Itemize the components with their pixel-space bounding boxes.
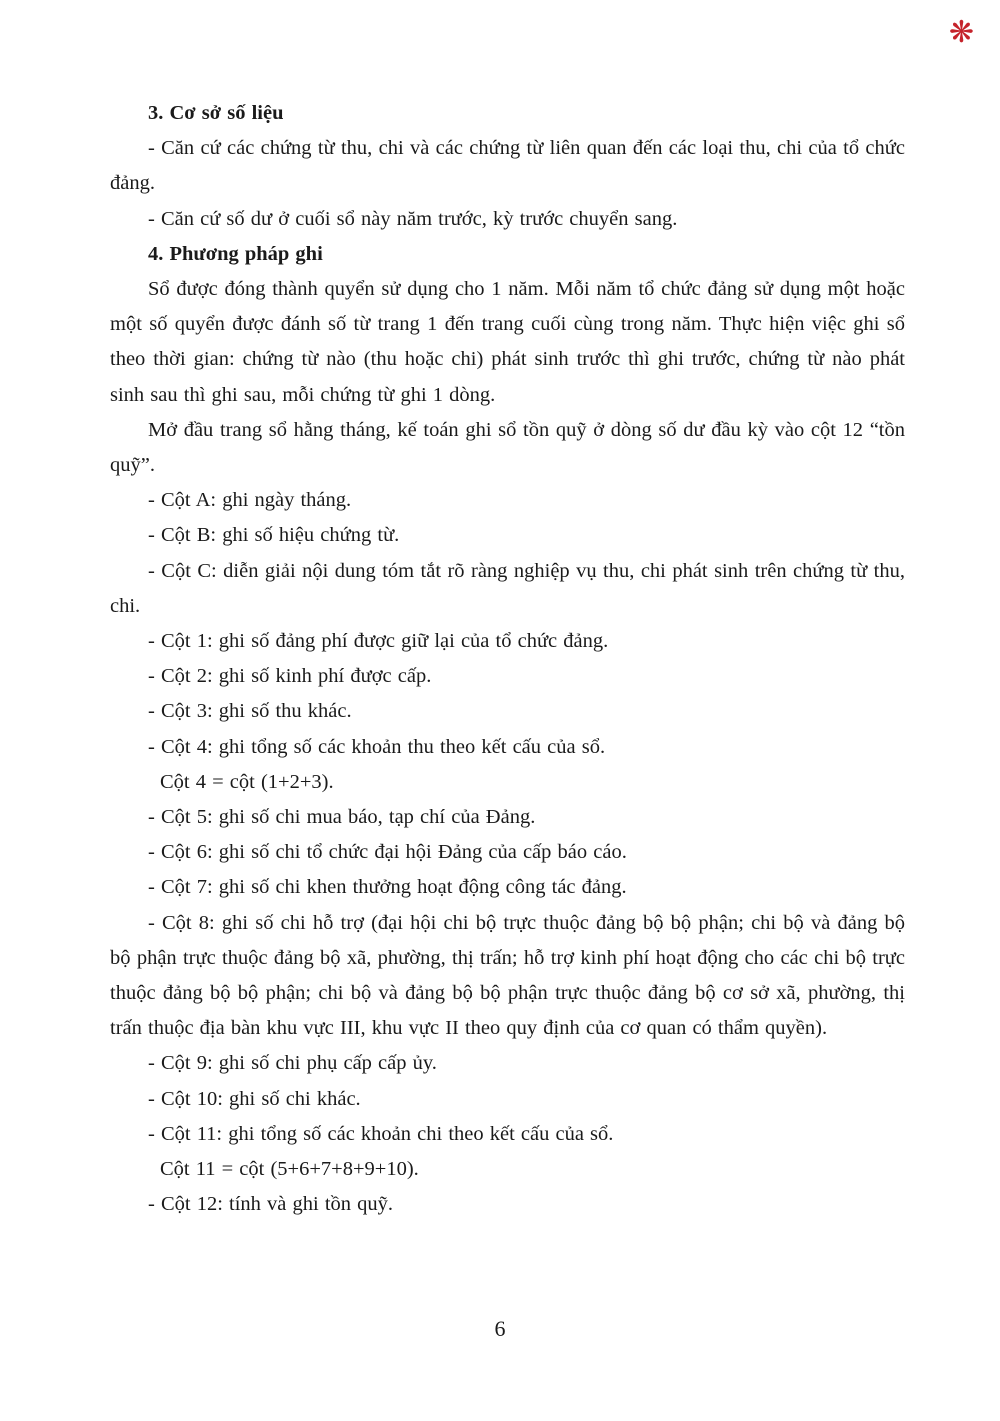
paragraph: - Cột A: ghi ngày tháng. [148, 489, 352, 512]
paragraph: - Cột 12: tính và ghi tồn quỹ. [148, 1193, 394, 1216]
paragraph: - Căn cứ các chứng từ thu, chi và các chứng từ liên quan đến các loại thu, chi của tổ chức đảng. [110, 137, 905, 195]
paragraph: - Cột 8: ghi số chi hỗ trợ (đại hội chi bộ trực thuộc đảng bộ bộ phận; chi bộ và đảng bộ bộ phận trực thuộc đảng bộ xã, phường, thị trấn; hỗ trợ kinh phí hoạt động cho các chi bộ trực thuộc đảng bộ bộ phận; chi bộ và đảng bộ bộ phận trực thuộc đảng bộ cơ sở xã, phường, thị trấn thuộc địa bàn khu vực III, khu vực II theo quy định của cơ quan có thẩm quyền). [110, 911, 905, 1040]
paragraph: - Cột 2: ghi số kinh phí được cấp. [148, 665, 432, 688]
page-number: 6 [494, 1316, 506, 1341]
paragraph: Sổ được đóng thành quyển sử dụng cho 1 năm. Mỗi năm tổ chức đảng sử dụng một hoặc một số quyển được đánh số từ trang 1 đến trang cuối cùng trong năm. Thực hiện việc ghi sổ theo thời gian: chứng từ nào (thu hoặc chi) phát sinh trước thì ghi trước, chứng từ nào phát sinh sau thì ghi sau, mỗi chứng từ ghi 1 dòng. [110, 278, 905, 406]
flower-ornament-icon: ❋ [948, 16, 974, 49]
paragraph: - Cột 3: ghi số thu khác. [148, 700, 352, 723]
paragraph: - Căn cứ số dư ở cuối sổ này năm trước, kỳ trước chuyển sang. [148, 207, 678, 230]
paragraph: - Cột 1: ghi số đảng phí được giữ lại của tổ chức đảng. [148, 630, 609, 653]
paragraph: - Cột 4: ghi tổng số các khoản thu theo kết cấu của sổ. [148, 735, 606, 758]
paragraph: - Cột 5: ghi số chi mua báo, tạp chí của Đảng. [148, 806, 536, 829]
section-heading: 4. Phương pháp ghi [148, 242, 323, 265]
paragraph: - Cột C: diễn giải nội dung tóm tắt rõ ràng nghiệp vụ thu, chi phát sinh trên chứng từ thu, chi. [110, 559, 905, 617]
paragraph: - Cột B: ghi số hiệu chứng từ. [148, 524, 400, 547]
paragraph: - Cột 10: ghi số chi khác. [148, 1087, 361, 1110]
paragraph: - Cột 6: ghi số chi tổ chức đại hội Đảng của cấp báo cáo. [148, 841, 627, 864]
paragraph: Mở đầu trang sổ hằng tháng, kế toán ghi sổ tồn quỹ ở dòng số dư đầu kỳ vào cột 12 “tồn quỹ”. [110, 418, 905, 477]
section-heading: 3. Cơ sở số liệu [148, 102, 284, 124]
paragraph: - Cột 7: ghi số chi khen thưởng hoạt động công tác đảng. [148, 876, 627, 899]
text-column [110, 96, 905, 1223]
paragraph: - Cột 11: ghi tổng số các khoản chi theo kết cấu của sổ. [148, 1122, 614, 1145]
paragraph: - Cột 9: ghi số chi phụ cấp cấp ủy. [148, 1052, 437, 1075]
paragraph: Cột 4 = cột (1+2+3). [160, 770, 334, 793]
paragraph: Cột 11 = cột (5+6+7+8+9+10). [160, 1158, 419, 1181]
